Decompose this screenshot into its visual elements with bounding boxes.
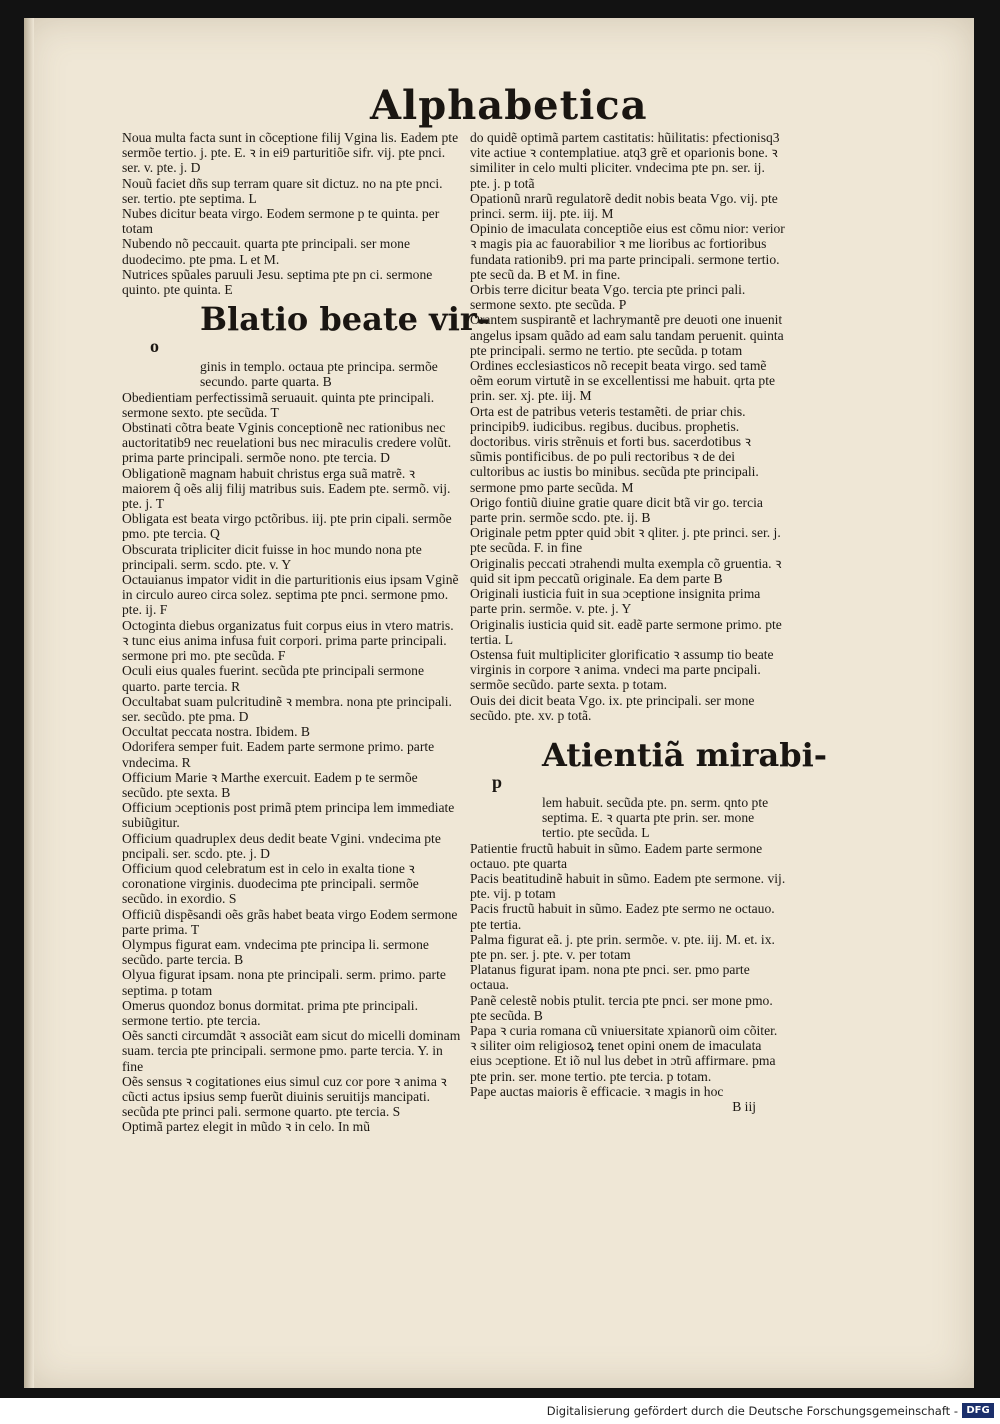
index-entry: Officium ɔceptionis post primã ptem principa lem immediate subiũgitur. xyxy=(122,800,455,831)
index-entry: Oẽs sancti circumdãt ꝛ associãt eam sicut do micelli dominam suam. tercia pte principali. sermone pmo. parte tercia. Y. in fine xyxy=(122,1028,461,1074)
section-heading-o xyxy=(122,300,490,359)
index-entry: Panẽ celestẽ nobis ptulit. tercia pte pnci. ser mone pmo. pte secũda. B xyxy=(470,992,773,1023)
index-entry: Obedientiam perfectissimã seruauit. quinta pte principali. sermone sexto. pte secũda. T xyxy=(122,389,435,420)
footer-bar xyxy=(0,1398,1000,1424)
index-entry: Origo fontiũ diuine gratie quare dicit btã vir go. tercia parte prin. sermõe scdo. pte. ij. B xyxy=(470,494,763,526)
index-entry: Opinio de imaculata conceptiõe eius est cõmu nior: verior ꝛ magis pia ac fauorabilior ꝛ me lioribus ac fortioribus fundata rationib9. pri ma parte principali. sermone tertio. pte secũ da. B et M. in fine. xyxy=(470,221,785,282)
index-entry: Oẽs sensus ꝛ cogitationes eius simul cuz cor pore ꝛ anima ꝛ cũcti actus ipsius semp fuerũt diuinis seruitijs mancipati. secũda pte princi pali. sermone quarto. pte tercia. S xyxy=(122,1073,447,1120)
index-entry: Noua multa facta sunt in cõceptione filij Vgina lis. Eadem pte sermõe tertio. j. pte. E. ꝛ in ei9 parturitiõe sifr. vij. pte pnci. ser. v. pte. j. D xyxy=(122,130,459,176)
index-entry: Nubendo nõ peccauit. quarta pte principali. ser mone duodecimo. pte pma. L et M. xyxy=(122,236,411,267)
index-entry: Obscurata tripliciter dicit fuisse in hoc mundo nona pte principali. serm. scdo. pte. v. Y xyxy=(122,541,422,572)
index-entry: Odorifera semper fuit. Eadem parte sermone primo. parte vndecima. R xyxy=(122,739,435,770)
page-header: Alphabetica xyxy=(370,82,648,129)
index-entry: Oculi eius quales fuerint. secũda pte principali sermone quarto. parte tercia. R xyxy=(122,663,424,694)
left-entries xyxy=(122,390,462,1135)
index-entry: Platanus figurat ipam. nona pte pnci. ser. pmo parte octaua. xyxy=(470,962,750,993)
index-entry: Officium quod celebratum est in celo in exalta tione ꝛ coronatione virginis. duodecima pte principali. sermõe secũdo. in exordio. S xyxy=(122,860,419,907)
index-entry: Officium quadruplex deus dedit beate Vgini. vndecima pte pncipali. ser. scdo. pte. j. D xyxy=(122,830,441,861)
index-entry: Olyua figurat ipsam. nona pte principali. serm. primo. parte septima. p totam xyxy=(122,967,446,998)
index-entry: Nubes dicitur beata virgo. Eodem sermone p te quinta. per totam xyxy=(122,206,440,237)
index-entry: Pacis beatitudinẽ habuit in sũmo. Eadem pte sermone. vij. pte. vij. p totam xyxy=(470,870,786,902)
index-entry: Nutrices spũales paruuli Jesu. septima pte pn ci. sermone quinto. pte quinta. E xyxy=(122,266,433,298)
left-column xyxy=(122,130,490,1135)
index-entry: Omerus quondoz bonus dormitat. prima pte principali. sermone tertio. pte tercia. xyxy=(122,997,418,1028)
section-heading-continuation: lem habuit. secũda pte. pn. serm. qnto pte septima. E. ꝛ quarta pte prin. ser. mone tertio. pte secũda. L xyxy=(542,794,769,841)
index-entry: Ostensa fuit multipliciter glorificatio ꝛ assump tio beate virginis in corpore ꝛ anima. vndeci ma parte pncipali. sermõe secũdo. parte sexta. p totam. xyxy=(470,646,774,693)
index-entry: Papa ꝛ curia romana cũ vniuersitate xpianorũ oim cõiter. ꝛ siliter oim religiosoꝝ tenet opini onem de imaculata eius ɔceptione. Et iõ nul lus debet in ɔtrũ affirmare. pma pte prin. ser. mone tertio. pte tercia. p totam. xyxy=(470,1022,778,1084)
index-entry: Olympus figurat eam. vndecima pte principa li. sermone secũdo. parte tercia. B xyxy=(122,936,429,968)
right-column xyxy=(470,130,828,1114)
right-entries xyxy=(470,841,786,1099)
index-entry: Officiũ dispẽsandi oẽs grãs habet beata virgo Eodem sermone parte prima. T xyxy=(122,906,458,937)
index-entry: Originalis peccati ɔtrahendi multa exempla cõ gruentia. ꝛ quid sit ipm peccatũ originale. Ea dem parte B xyxy=(470,555,782,586)
section-heading-p xyxy=(470,735,828,795)
index-entry: Occultat peccata nostra. Ibidem. B xyxy=(122,724,310,740)
index-entry: Patientie fructũ habuit in sũmo. Eadem parte sermone octauo. pte quarta xyxy=(470,840,763,871)
section-heading-title: Atientiã mirabi- xyxy=(542,735,828,774)
index-entry: Obligata est beata virgo pctõribus. iij. pte prin cipali. sermõe pmo. pte tercia. Q xyxy=(122,511,452,542)
page-edge-shadow xyxy=(24,18,34,1388)
index-entry: Palma figurat eã. j. pte prin. sermõe. v. pte. iij. M. et. ix. pte pn. ser. j. pte. v. per totam xyxy=(470,931,775,962)
section-heading-continuation: ginis in templo. octaua pte principa. sermõe secundo. parte quarta. B xyxy=(200,359,438,390)
section-heading-initial: o xyxy=(150,336,159,357)
right-entries-top xyxy=(470,130,786,723)
index-entry: Originalis iusticia quid sit. eadẽ parte sermone primo. pte tertia. L xyxy=(470,616,782,647)
index-entry: Originale petm ppter quid ɔbit ꝛ qliter. j. pte princi. ser. j. pte secũda. F. in fine xyxy=(470,525,781,556)
index-entry: Occultabat suam pulcritudinẽ ꝛ membra. nona pte principali. ser. secũdo. pte pma. D xyxy=(122,693,452,724)
index-entry: do quidẽ optimã partem castitatis: hũilitatis: pfectionisq3 vite actiue ꝛ contemplatiue. atq3 grẽ et oparionis bone. ꝛ similiter in celo multi pliciter. vndecima pte pn. ser. ij. pte. j. p totã xyxy=(470,130,780,191)
index-entry: Pape auctas maioris ẽ efficacie. ꝛ magis in hoc xyxy=(470,1083,724,1099)
footer-credit: Digitalisierung gefördert durch die Deutsche Forschungsgemeinschaft - xyxy=(546,1404,958,1418)
index-entry: Optimã partez elegit in mũdo ꝛ in celo. In mũ xyxy=(122,1119,371,1135)
index-entry: Opationũ nrarũ regulatorẽ dedit nobis beata Vgo. vij. pte princi. serm. iij. pte. iij. M xyxy=(470,190,778,222)
left-entries-top xyxy=(122,130,462,297)
signature-mark: B iij xyxy=(732,1098,756,1114)
section-heading-initial: p xyxy=(492,771,503,792)
index-entry: Orantem suspirantẽ et lachrymantẽ pre deuoti one inuenit angelus ipsam quãdo ad eam salu tandam peruenit. quinta pte principali. sermo ne tertio. pte secũda. p totam xyxy=(470,312,784,358)
index-entry: Obligationẽ magnam habuit christus erga suã matrẽ. ꝛ maiorem q̃ oẽs alij filij matribus suis. Eadem pte. sermõ. vij. pte. j. T xyxy=(122,465,451,512)
index-entry: Ordines ecclesiasticos nõ recepit beata virgo. sed tamẽ oẽm eorum virtutẽ in se excellentissi me habuit. qrta pte prin. ser. xj. pte. iij. M xyxy=(470,358,776,404)
dfg-logo: DFG xyxy=(962,1403,994,1418)
index-entry: Ouis dei dicit beata Vgo. ix. pte principali. ser mone secũdo. pte. xv. p totã. xyxy=(470,692,755,723)
index-entry: Obstinati cõtra beate Vginis conceptionẽ nec rationibus nec auctoritatib9 nec reuelationi bus nec miraculis credere volũt. prima parte principali. sermõe nono. pte tercia. D xyxy=(122,420,452,466)
index-entry: Nouũ faciet dñs sup terram quare sit dictuz. no na pte pnci. ser. tertio. pte septima. L xyxy=(122,175,443,206)
index-entry: Orta est de patribus veteris testamẽti. de priar chis. principib9. iudicibus. regibus. ducibus. prophetis. doctoribus. viris strẽnuis et forti bus. sacerdotibus ꝛ sũmis pontificibus. de po puli rectoribus ꝛ de dei cultoribus ac iustis bo minibus. secũda pte principali. sermone pmo parte secũda. M xyxy=(470,403,759,495)
index-entry: Officium Marie ꝛ Marthe exercuit. Eadem p te sermõe secũdo. pte sexta. B xyxy=(122,769,418,800)
index-entry: Originali iusticia fuit in sua ɔceptione insignita prima parte prin. sermõe. v. pte. j. Y xyxy=(470,586,761,617)
section-heading-title: Blatio beate vir- xyxy=(200,300,490,339)
index-entry: Orbis terre dicitur beata Vgo. tercia pte princi pali. sermone sexto. pte secũda. P xyxy=(470,282,746,313)
index-entry: Pacis fructũ habuit in sũmo. Eadez pte sermo ne octauo. pte tertia. xyxy=(470,901,775,932)
index-entry: Octoginta diebus organizatus fuit corpus eius in vtero matris. ꝛ tunc eius anima infusa fuit corpori. prima parte principali. sermone pri mo. pte secũda. F xyxy=(122,617,454,664)
index-entry: Octauianus impator vidit in die parturitionis eius ipsam Vginẽ in circulo aureo circa solez. septima pte pnci. sermone pmo. pte. ij. F xyxy=(122,572,459,618)
